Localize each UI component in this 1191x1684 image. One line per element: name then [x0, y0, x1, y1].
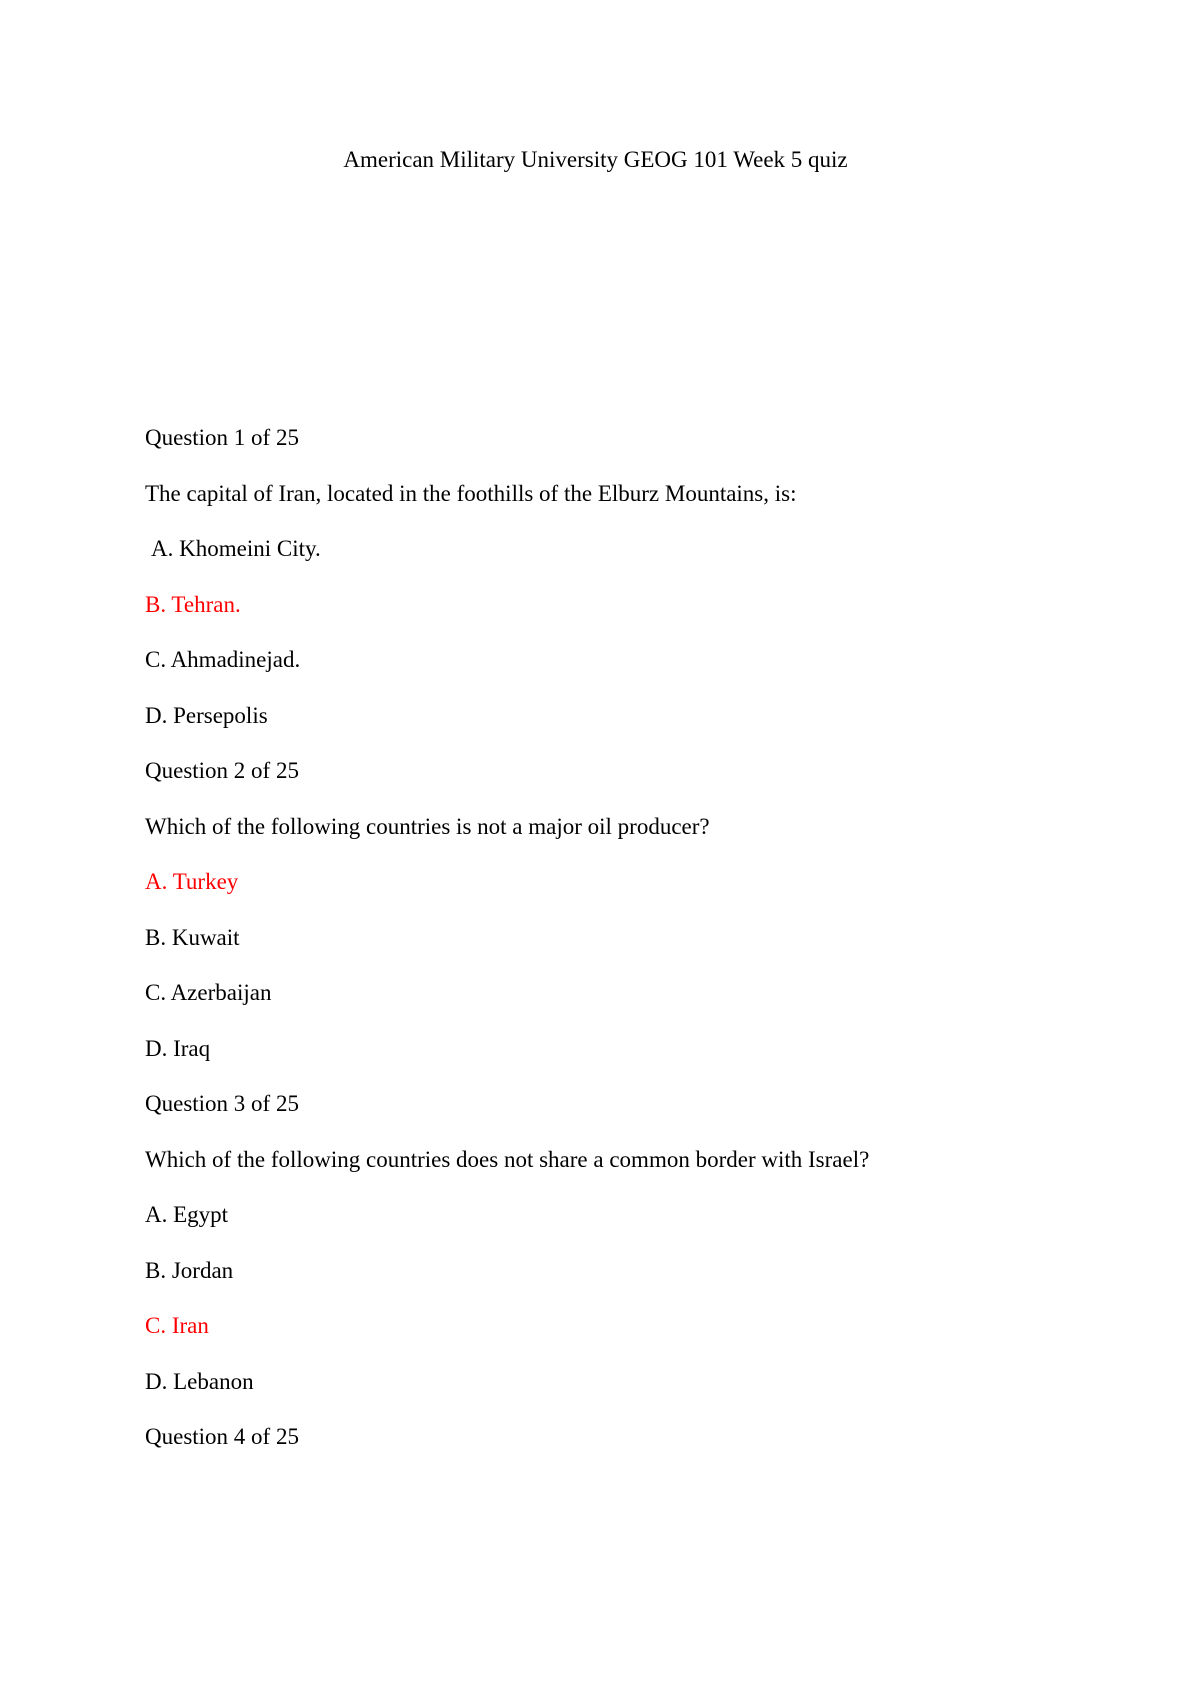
answer-option-correct: A. Turkey [145, 869, 239, 894]
answer-option-correct: B. Tehran. [145, 591, 241, 617]
quiz-content [145, 423, 1105, 1478]
answer-option-correct: C. Iran [145, 1313, 209, 1338]
question-header: Question 1 of 25 [145, 425, 299, 450]
answer-option: A. Egypt [145, 1202, 229, 1227]
answer-option: C. Azerbaijan [145, 980, 272, 1005]
answer-option: A. Khomeini City. [151, 536, 321, 561]
answer-option: D. Iraq [145, 1035, 211, 1061]
answer-option: D. Persepolis [145, 702, 268, 728]
answer-option: B. Jordan [145, 1257, 234, 1283]
question-prompt: Which of the following countries is not a major oil producer? [145, 813, 710, 839]
question-prompt: Which of the following countries does not share a common border with Israel? [145, 1146, 870, 1172]
question-header: Question 2 of 25 [145, 758, 299, 783]
question-header: Question 4 of 25 [145, 1424, 299, 1449]
page-title: American Military University GEOG 101 Week 5 quiz [343, 147, 848, 172]
answer-option: D. Lebanon [145, 1368, 254, 1394]
answer-option: C. Ahmadinejad. [145, 647, 301, 672]
answer-option: B. Kuwait [145, 924, 240, 950]
question-header: Question 3 of 25 [145, 1091, 299, 1116]
question-prompt: The capital of Iran, located in the foothills of the Elburz Mountains, is: [145, 480, 797, 506]
